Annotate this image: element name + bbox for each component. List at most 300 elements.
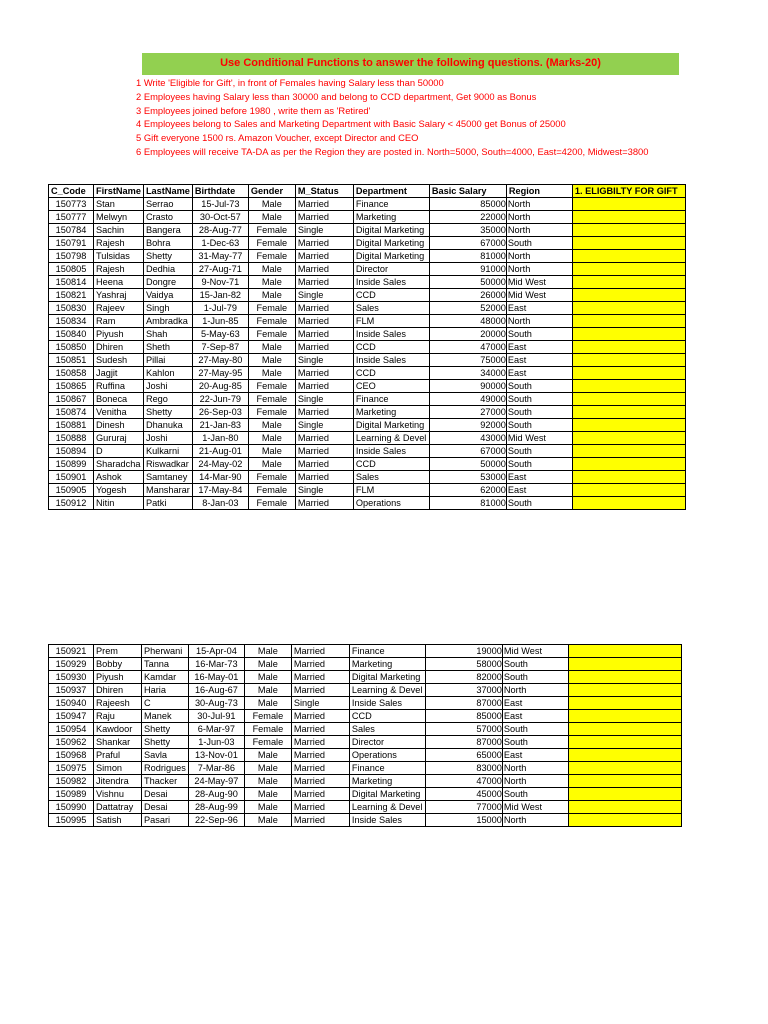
- department-cell[interactable]: Finance: [349, 645, 425, 658]
- last-name-cell[interactable]: Desai: [142, 801, 189, 814]
- last-name-cell[interactable]: Desai: [142, 788, 189, 801]
- marital-status-cell[interactable]: Single: [295, 224, 353, 237]
- basic-salary-cell[interactable]: 75000: [429, 354, 506, 367]
- last-name-cell[interactable]: Manek: [142, 710, 189, 723]
- department-cell[interactable]: Inside Sales: [353, 328, 429, 341]
- gift-eligibility-cell[interactable]: [572, 315, 685, 328]
- marital-status-cell[interactable]: Married: [295, 458, 353, 471]
- c-code-cell[interactable]: 150930: [49, 671, 94, 684]
- last-name-cell[interactable]: C: [142, 697, 189, 710]
- gender-cell[interactable]: Female: [248, 484, 295, 497]
- department-cell[interactable]: Learning & Devel: [349, 801, 425, 814]
- last-name-cell[interactable]: Patki: [143, 497, 192, 510]
- birthdate-cell[interactable]: 30-Oct-57: [192, 211, 248, 224]
- region-cell[interactable]: South: [506, 406, 572, 419]
- basic-salary-cell[interactable]: 47000: [429, 341, 506, 354]
- gender-cell[interactable]: Male: [248, 211, 295, 224]
- marital-status-cell[interactable]: Married: [295, 471, 353, 484]
- c-code-cell[interactable]: 150989: [49, 788, 94, 801]
- marital-status-cell[interactable]: Married: [295, 406, 353, 419]
- gender-cell[interactable]: Female: [248, 471, 295, 484]
- gender-cell[interactable]: Female: [248, 315, 295, 328]
- basic-salary-cell[interactable]: 67000: [429, 445, 506, 458]
- gender-cell[interactable]: Male: [244, 801, 291, 814]
- department-cell[interactable]: Marketing: [353, 211, 429, 224]
- last-name-cell[interactable]: Joshi: [143, 432, 192, 445]
- gender-cell[interactable]: Male: [244, 762, 291, 775]
- department-cell[interactable]: FLM: [353, 484, 429, 497]
- birthdate-cell[interactable]: 15-Jul-73: [192, 198, 248, 211]
- gift-eligibility-cell[interactable]: [572, 354, 685, 367]
- department-cell[interactable]: Operations: [353, 497, 429, 510]
- c-code-cell[interactable]: 150851: [49, 354, 94, 367]
- first-name-cell[interactable]: Praful: [94, 749, 142, 762]
- region-cell[interactable]: South: [502, 736, 568, 749]
- marital-status-cell[interactable]: Married: [291, 814, 349, 827]
- basic-salary-cell[interactable]: 22000: [429, 211, 506, 224]
- birthdate-cell[interactable]: 28-Aug-99: [188, 801, 244, 814]
- first-name-cell[interactable]: Dhiren: [94, 684, 142, 697]
- c-code-cell[interactable]: 150784: [49, 224, 94, 237]
- marital-status-cell[interactable]: Married: [295, 328, 353, 341]
- first-name-cell[interactable]: Kawdoor: [94, 723, 142, 736]
- gender-cell[interactable]: Male: [248, 354, 295, 367]
- marital-status-cell[interactable]: Married: [291, 801, 349, 814]
- marital-status-cell[interactable]: Married: [295, 380, 353, 393]
- gender-cell[interactable]: Male: [248, 276, 295, 289]
- first-name-cell[interactable]: Sharadcha: [94, 458, 144, 471]
- first-name-cell[interactable]: Yashraj: [94, 289, 144, 302]
- marital-status-cell[interactable]: Single: [295, 484, 353, 497]
- basic-salary-cell[interactable]: 85000: [429, 198, 506, 211]
- last-name-cell[interactable]: Kulkarni: [143, 445, 192, 458]
- gender-cell[interactable]: Female: [248, 380, 295, 393]
- c-code-cell[interactable]: 150937: [49, 684, 94, 697]
- birthdate-cell[interactable]: 28-Aug-77: [192, 224, 248, 237]
- basic-salary-cell[interactable]: 34000: [429, 367, 506, 380]
- birthdate-cell[interactable]: 22-Jun-79: [192, 393, 248, 406]
- department-cell[interactable]: Digital Marketing: [353, 250, 429, 263]
- gift-eligibility-cell[interactable]: [572, 406, 685, 419]
- region-cell[interactable]: North: [506, 211, 572, 224]
- c-code-cell[interactable]: 150962: [49, 736, 94, 749]
- region-cell[interactable]: East: [506, 354, 572, 367]
- first-name-cell[interactable]: Yogesh: [94, 484, 144, 497]
- birthdate-cell[interactable]: 9-Nov-71: [192, 276, 248, 289]
- first-name-cell[interactable]: D: [94, 445, 144, 458]
- first-name-cell[interactable]: Jagjit: [94, 367, 144, 380]
- department-cell[interactable]: CCD: [353, 341, 429, 354]
- gender-cell[interactable]: Female: [244, 736, 291, 749]
- gender-cell[interactable]: Female: [248, 224, 295, 237]
- gender-cell[interactable]: Male: [248, 445, 295, 458]
- gender-cell[interactable]: Male: [248, 289, 295, 302]
- last-name-cell[interactable]: Dedhia: [143, 263, 192, 276]
- gender-cell[interactable]: Female: [248, 302, 295, 315]
- c-code-cell[interactable]: 150814: [49, 276, 94, 289]
- region-cell[interactable]: North: [502, 814, 568, 827]
- region-cell[interactable]: East: [506, 484, 572, 497]
- c-code-cell[interactable]: 150947: [49, 710, 94, 723]
- gift-eligibility-cell[interactable]: [572, 250, 685, 263]
- last-name-cell[interactable]: Riswadkar: [143, 458, 192, 471]
- basic-salary-cell[interactable]: 52000: [429, 302, 506, 315]
- birthdate-cell[interactable]: 17-May-84: [192, 484, 248, 497]
- marital-status-cell[interactable]: Married: [295, 211, 353, 224]
- last-name-cell[interactable]: Kamdar: [142, 671, 189, 684]
- birthdate-cell[interactable]: 24-May-02: [192, 458, 248, 471]
- gift-eligibility-cell[interactable]: [568, 684, 681, 697]
- last-name-cell[interactable]: Savla: [142, 749, 189, 762]
- c-code-cell[interactable]: 150773: [49, 198, 94, 211]
- department-cell[interactable]: CCD: [353, 289, 429, 302]
- gift-eligibility-cell[interactable]: [568, 658, 681, 671]
- region-cell[interactable]: South: [506, 419, 572, 432]
- basic-salary-cell[interactable]: 65000: [425, 749, 502, 762]
- c-code-cell[interactable]: 150777: [49, 211, 94, 224]
- birthdate-cell[interactable]: 7-Mar-86: [188, 762, 244, 775]
- gift-eligibility-cell[interactable]: [572, 289, 685, 302]
- marital-status-cell[interactable]: Married: [291, 658, 349, 671]
- department-cell[interactable]: Marketing: [349, 775, 425, 788]
- department-cell[interactable]: Learning & Devel: [349, 684, 425, 697]
- marital-status-cell[interactable]: Married: [295, 367, 353, 380]
- department-cell[interactable]: Inside Sales: [353, 445, 429, 458]
- department-cell[interactable]: Director: [349, 736, 425, 749]
- first-name-cell[interactable]: Sudesh: [94, 354, 144, 367]
- marital-status-cell[interactable]: Married: [295, 237, 353, 250]
- gender-cell[interactable]: Female: [248, 406, 295, 419]
- birthdate-cell[interactable]: 21-Aug-01: [192, 445, 248, 458]
- birthdate-cell[interactable]: 26-Sep-03: [192, 406, 248, 419]
- marital-status-cell[interactable]: Married: [295, 250, 353, 263]
- basic-salary-cell[interactable]: 15000: [425, 814, 502, 827]
- birthdate-cell[interactable]: 6-Mar-97: [188, 723, 244, 736]
- last-name-cell[interactable]: Vaidya: [143, 289, 192, 302]
- basic-salary-cell[interactable]: 50000: [429, 458, 506, 471]
- gift-eligibility-cell[interactable]: [568, 814, 681, 827]
- gift-eligibility-cell[interactable]: [572, 380, 685, 393]
- region-cell[interactable]: East: [502, 710, 568, 723]
- gift-eligibility-cell[interactable]: [572, 367, 685, 380]
- marital-status-cell[interactable]: Married: [291, 736, 349, 749]
- basic-salary-cell[interactable]: 87000: [425, 697, 502, 710]
- gender-cell[interactable]: Female: [248, 237, 295, 250]
- last-name-cell[interactable]: Shah: [143, 328, 192, 341]
- region-cell[interactable]: Mid West: [502, 645, 568, 658]
- department-cell[interactable]: Inside Sales: [353, 354, 429, 367]
- gift-eligibility-cell[interactable]: [572, 263, 685, 276]
- gift-eligibility-cell[interactable]: [568, 736, 681, 749]
- first-name-cell[interactable]: Tulsidas: [94, 250, 144, 263]
- birthdate-cell[interactable]: 7-Sep-87: [192, 341, 248, 354]
- marital-status-cell[interactable]: Married: [291, 762, 349, 775]
- marital-status-cell[interactable]: Married: [291, 788, 349, 801]
- gift-eligibility-cell[interactable]: [572, 458, 685, 471]
- gender-cell[interactable]: Female: [248, 250, 295, 263]
- c-code-cell[interactable]: 150798: [49, 250, 94, 263]
- first-name-cell[interactable]: Rajesh: [94, 237, 144, 250]
- gender-cell[interactable]: Male: [244, 788, 291, 801]
- basic-salary-cell[interactable]: 67000: [429, 237, 506, 250]
- region-cell[interactable]: East: [506, 341, 572, 354]
- gender-cell[interactable]: Male: [248, 419, 295, 432]
- c-code-cell[interactable]: 150905: [49, 484, 94, 497]
- last-name-cell[interactable]: Crasto: [143, 211, 192, 224]
- region-cell[interactable]: South: [506, 458, 572, 471]
- gender-cell[interactable]: Female: [244, 723, 291, 736]
- gift-eligibility-cell[interactable]: [572, 484, 685, 497]
- c-code-cell[interactable]: 150899: [49, 458, 94, 471]
- birthdate-cell[interactable]: 24-May-97: [188, 775, 244, 788]
- marital-status-cell[interactable]: Married: [295, 341, 353, 354]
- marital-status-cell[interactable]: Married: [291, 723, 349, 736]
- region-cell[interactable]: North: [506, 315, 572, 328]
- last-name-cell[interactable]: Joshi: [143, 380, 192, 393]
- birthdate-cell[interactable]: 15-Apr-04: [188, 645, 244, 658]
- department-cell[interactable]: Sales: [349, 723, 425, 736]
- marital-status-cell[interactable]: Married: [295, 276, 353, 289]
- gift-eligibility-cell[interactable]: [572, 237, 685, 250]
- c-code-cell[interactable]: 150982: [49, 775, 94, 788]
- first-name-cell[interactable]: Nitin: [94, 497, 144, 510]
- birthdate-cell[interactable]: 28-Aug-90: [188, 788, 244, 801]
- first-name-cell[interactable]: Piyush: [94, 328, 144, 341]
- last-name-cell[interactable]: Shetty: [143, 406, 192, 419]
- basic-salary-cell[interactable]: 83000: [425, 762, 502, 775]
- gender-cell[interactable]: Male: [248, 263, 295, 276]
- basic-salary-cell[interactable]: 49000: [429, 393, 506, 406]
- basic-salary-cell[interactable]: 20000: [429, 328, 506, 341]
- last-name-cell[interactable]: Pherwani: [142, 645, 189, 658]
- department-cell[interactable]: Digital Marketing: [353, 419, 429, 432]
- marital-status-cell[interactable]: Single: [291, 697, 349, 710]
- first-name-cell[interactable]: Ashok: [94, 471, 144, 484]
- basic-salary-cell[interactable]: 47000: [425, 775, 502, 788]
- gender-cell[interactable]: Male: [244, 775, 291, 788]
- region-cell[interactable]: North: [502, 762, 568, 775]
- region-cell[interactable]: East: [502, 749, 568, 762]
- c-code-cell[interactable]: 150821: [49, 289, 94, 302]
- basic-salary-cell[interactable]: 48000: [429, 315, 506, 328]
- gift-eligibility-cell[interactable]: [568, 749, 681, 762]
- region-cell[interactable]: South: [502, 671, 568, 684]
- first-name-cell[interactable]: Melwyn: [94, 211, 144, 224]
- region-cell[interactable]: North: [506, 250, 572, 263]
- region-cell[interactable]: South: [506, 328, 572, 341]
- first-name-cell[interactable]: Bobby: [94, 658, 142, 671]
- gift-eligibility-cell[interactable]: [568, 710, 681, 723]
- c-code-cell[interactable]: 150874: [49, 406, 94, 419]
- birthdate-cell[interactable]: 27-Aug-71: [192, 263, 248, 276]
- c-code-cell[interactable]: 150921: [49, 645, 94, 658]
- last-name-cell[interactable]: Ambradka: [143, 315, 192, 328]
- last-name-cell[interactable]: Bohra: [143, 237, 192, 250]
- first-name-cell[interactable]: Ram: [94, 315, 144, 328]
- c-code-cell[interactable]: 150975: [49, 762, 94, 775]
- gender-cell[interactable]: Female: [248, 393, 295, 406]
- gender-cell[interactable]: Male: [244, 814, 291, 827]
- department-cell[interactable]: CCD: [353, 458, 429, 471]
- gift-eligibility-cell[interactable]: [572, 445, 685, 458]
- gift-eligibility-cell[interactable]: [568, 723, 681, 736]
- gender-cell[interactable]: Male: [244, 749, 291, 762]
- department-cell[interactable]: Digital Marketing: [349, 671, 425, 684]
- marital-status-cell[interactable]: Single: [295, 289, 353, 302]
- first-name-cell[interactable]: Dattatray: [94, 801, 142, 814]
- gender-cell[interactable]: Male: [248, 458, 295, 471]
- c-code-cell[interactable]: 150888: [49, 432, 94, 445]
- region-cell[interactable]: North: [502, 775, 568, 788]
- basic-salary-cell[interactable]: 91000: [429, 263, 506, 276]
- gift-eligibility-cell[interactable]: [572, 198, 685, 211]
- c-code-cell[interactable]: 150867: [49, 393, 94, 406]
- region-cell[interactable]: South: [502, 658, 568, 671]
- basic-salary-cell[interactable]: 43000: [429, 432, 506, 445]
- marital-status-cell[interactable]: Married: [295, 497, 353, 510]
- basic-salary-cell[interactable]: 62000: [429, 484, 506, 497]
- c-code-cell[interactable]: 150830: [49, 302, 94, 315]
- last-name-cell[interactable]: Haria: [142, 684, 189, 697]
- gender-cell[interactable]: Female: [248, 497, 295, 510]
- last-name-cell[interactable]: Dhanuka: [143, 419, 192, 432]
- marital-status-cell[interactable]: Married: [295, 445, 353, 458]
- gift-eligibility-cell[interactable]: [572, 393, 685, 406]
- department-cell[interactable]: Inside Sales: [349, 697, 425, 710]
- basic-salary-cell[interactable]: 92000: [429, 419, 506, 432]
- last-name-cell[interactable]: Singh: [143, 302, 192, 315]
- birthdate-cell[interactable]: 14-Mar-90: [192, 471, 248, 484]
- region-cell[interactable]: Mid West: [502, 801, 568, 814]
- region-cell[interactable]: North: [506, 263, 572, 276]
- department-cell[interactable]: CCD: [349, 710, 425, 723]
- last-name-cell[interactable]: Thacker: [142, 775, 189, 788]
- region-cell[interactable]: South: [506, 237, 572, 250]
- first-name-cell[interactable]: Dinesh: [94, 419, 144, 432]
- first-name-cell[interactable]: Dhiren: [94, 341, 144, 354]
- basic-salary-cell[interactable]: 81000: [429, 250, 506, 263]
- first-name-cell[interactable]: Stan: [94, 198, 144, 211]
- first-name-cell[interactable]: Venitha: [94, 406, 144, 419]
- gift-eligibility-cell[interactable]: [568, 762, 681, 775]
- gift-eligibility-cell[interactable]: [572, 432, 685, 445]
- birthdate-cell[interactable]: 21-Jan-83: [192, 419, 248, 432]
- region-cell[interactable]: Mid West: [506, 276, 572, 289]
- gift-eligibility-cell[interactable]: [572, 419, 685, 432]
- first-name-cell[interactable]: Vishnu: [94, 788, 142, 801]
- first-name-cell[interactable]: Raju: [94, 710, 142, 723]
- c-code-cell[interactable]: 150858: [49, 367, 94, 380]
- c-code-cell[interactable]: 150940: [49, 697, 94, 710]
- marital-status-cell[interactable]: Married: [295, 263, 353, 276]
- gift-eligibility-cell[interactable]: [572, 211, 685, 224]
- basic-salary-cell[interactable]: 27000: [429, 406, 506, 419]
- c-code-cell[interactable]: 150995: [49, 814, 94, 827]
- region-cell[interactable]: South: [502, 788, 568, 801]
- marital-status-cell[interactable]: Married: [291, 684, 349, 697]
- basic-salary-cell[interactable]: 87000: [425, 736, 502, 749]
- c-code-cell[interactable]: 150791: [49, 237, 94, 250]
- basic-salary-cell[interactable]: 37000: [425, 684, 502, 697]
- gender-cell[interactable]: Male: [248, 432, 295, 445]
- last-name-cell[interactable]: Serrao: [143, 198, 192, 211]
- department-cell[interactable]: Finance: [349, 762, 425, 775]
- basic-salary-cell[interactable]: 26000: [429, 289, 506, 302]
- marital-status-cell[interactable]: Married: [291, 775, 349, 788]
- basic-salary-cell[interactable]: 45000: [425, 788, 502, 801]
- birthdate-cell[interactable]: 1-Jun-85: [192, 315, 248, 328]
- region-cell[interactable]: East: [506, 302, 572, 315]
- department-cell[interactable]: Director: [353, 263, 429, 276]
- basic-salary-cell[interactable]: 85000: [425, 710, 502, 723]
- region-cell[interactable]: South: [506, 497, 572, 510]
- region-cell[interactable]: South: [506, 445, 572, 458]
- c-code-cell[interactable]: 150805: [49, 263, 94, 276]
- gift-eligibility-cell[interactable]: [572, 302, 685, 315]
- department-cell[interactable]: Finance: [353, 198, 429, 211]
- last-name-cell[interactable]: Mansharar: [143, 484, 192, 497]
- c-code-cell[interactable]: 150840: [49, 328, 94, 341]
- last-name-cell[interactable]: Pillai: [143, 354, 192, 367]
- birthdate-cell[interactable]: 30-Aug-73: [188, 697, 244, 710]
- first-name-cell[interactable]: Simon: [94, 762, 142, 775]
- last-name-cell[interactable]: Pasari: [142, 814, 189, 827]
- birthdate-cell[interactable]: 30-Jul-91: [188, 710, 244, 723]
- first-name-cell[interactable]: Ruffina: [94, 380, 144, 393]
- last-name-cell[interactable]: Tanna: [142, 658, 189, 671]
- department-cell[interactable]: Marketing: [353, 406, 429, 419]
- region-cell[interactable]: North: [502, 684, 568, 697]
- birthdate-cell[interactable]: 27-May-80: [192, 354, 248, 367]
- gift-eligibility-cell[interactable]: [568, 775, 681, 788]
- c-code-cell[interactable]: 150929: [49, 658, 94, 671]
- basic-salary-cell[interactable]: 58000: [425, 658, 502, 671]
- birthdate-cell[interactable]: 13-Nov-01: [188, 749, 244, 762]
- gift-eligibility-cell[interactable]: [568, 788, 681, 801]
- department-cell[interactable]: Digital Marketing: [349, 788, 425, 801]
- birthdate-cell[interactable]: 27-May-95: [192, 367, 248, 380]
- marital-status-cell[interactable]: Married: [291, 645, 349, 658]
- basic-salary-cell[interactable]: 90000: [429, 380, 506, 393]
- c-code-cell[interactable]: 150901: [49, 471, 94, 484]
- c-code-cell[interactable]: 150865: [49, 380, 94, 393]
- c-code-cell[interactable]: 150894: [49, 445, 94, 458]
- first-name-cell[interactable]: Rajeesh: [94, 697, 142, 710]
- gift-eligibility-cell[interactable]: [572, 328, 685, 341]
- gift-eligibility-cell[interactable]: [572, 471, 685, 484]
- department-cell[interactable]: Digital Marketing: [353, 237, 429, 250]
- basic-salary-cell[interactable]: 53000: [429, 471, 506, 484]
- department-cell[interactable]: Finance: [353, 393, 429, 406]
- gender-cell[interactable]: Male: [244, 658, 291, 671]
- department-cell[interactable]: Marketing: [349, 658, 425, 671]
- region-cell[interactable]: Mid West: [506, 289, 572, 302]
- last-name-cell[interactable]: Shetty: [142, 736, 189, 749]
- department-cell[interactable]: CEO: [353, 380, 429, 393]
- region-cell[interactable]: North: [506, 224, 572, 237]
- first-name-cell[interactable]: Gururaj: [94, 432, 144, 445]
- region-cell[interactable]: East: [506, 471, 572, 484]
- marital-status-cell[interactable]: Married: [295, 198, 353, 211]
- first-name-cell[interactable]: Sachin: [94, 224, 144, 237]
- region-cell[interactable]: Mid West: [506, 432, 572, 445]
- first-name-cell[interactable]: Piyush: [94, 671, 142, 684]
- birthdate-cell[interactable]: 8-Jan-03: [192, 497, 248, 510]
- first-name-cell[interactable]: Rajesh: [94, 263, 144, 276]
- basic-salary-cell[interactable]: 35000: [429, 224, 506, 237]
- department-cell[interactable]: CCD: [353, 367, 429, 380]
- department-cell[interactable]: Inside Sales: [353, 276, 429, 289]
